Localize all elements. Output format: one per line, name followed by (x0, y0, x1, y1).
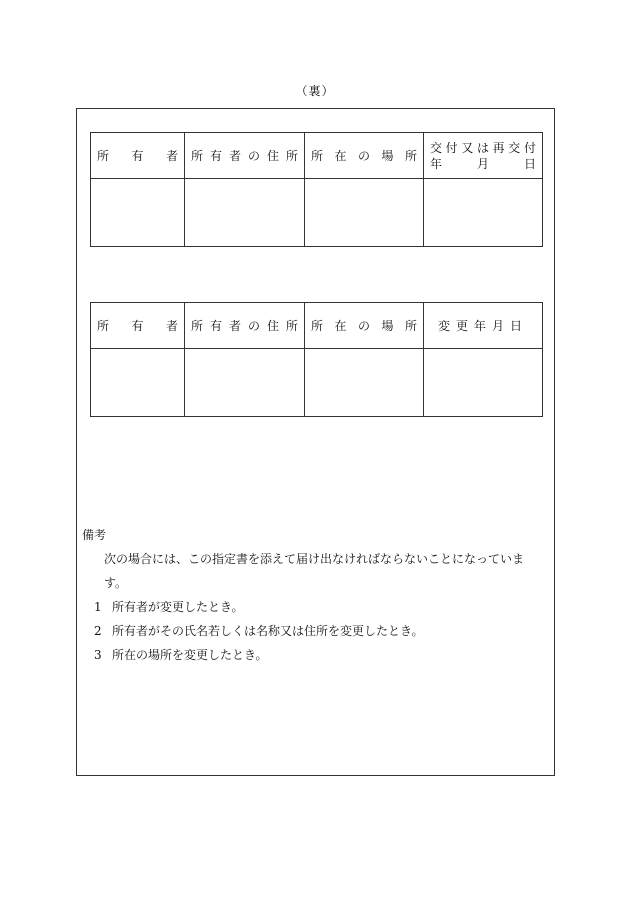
header-owner: 所 有 者 (91, 133, 185, 179)
form-frame (76, 108, 555, 776)
remarks-item-number: 3 (94, 648, 102, 662)
header-owner: 所 有 者 (91, 303, 185, 349)
remarks-item-number: 1 (94, 600, 102, 614)
header-location: 所 在 の 場 所 (305, 303, 424, 349)
header-change-date: 変更年月日 (424, 303, 543, 349)
remarks-item (82, 643, 547, 667)
change-record-table (90, 302, 543, 417)
remarks-section (82, 523, 547, 667)
location-cell (305, 349, 424, 417)
table-row (91, 349, 543, 417)
table-row (91, 179, 543, 247)
location-cell (305, 179, 424, 247)
owner-cell (91, 349, 185, 417)
table-header-row (91, 133, 543, 179)
owner-address-cell (185, 349, 305, 417)
header-owner-address: 所 有 者 の 住 所 (185, 133, 305, 179)
remarks-item-number: 2 (94, 624, 102, 638)
issue-record-table (90, 132, 543, 247)
page-side-label: （裏） (295, 84, 335, 98)
header-issue-date: 交 付 又 は 再 交 付 年 月 日 (424, 133, 543, 179)
remarks-item-text: 所有者がその氏名若しくは名称又は住所を変更したとき。 (112, 624, 424, 638)
remarks-title: 備考 (82, 528, 107, 542)
header-owner-address: 所 有 者 の 住 所 (185, 303, 305, 349)
change-date-cell (424, 349, 543, 417)
remarks-item-text: 所有者が変更したとき。 (112, 600, 244, 614)
header-location: 所 在 の 場 所 (305, 133, 424, 179)
issue-date-cell (424, 179, 543, 247)
remarks-item-text: 所在の場所を変更したとき。 (112, 648, 268, 662)
owner-address-cell (185, 179, 305, 247)
remarks-item (82, 619, 547, 643)
owner-cell (91, 179, 185, 247)
remarks-item (82, 595, 547, 619)
remarks-intro: 次の場合には、この指定書を添えて届け出なければならないことになっています。 (104, 552, 525, 590)
table-header-row (91, 303, 543, 349)
